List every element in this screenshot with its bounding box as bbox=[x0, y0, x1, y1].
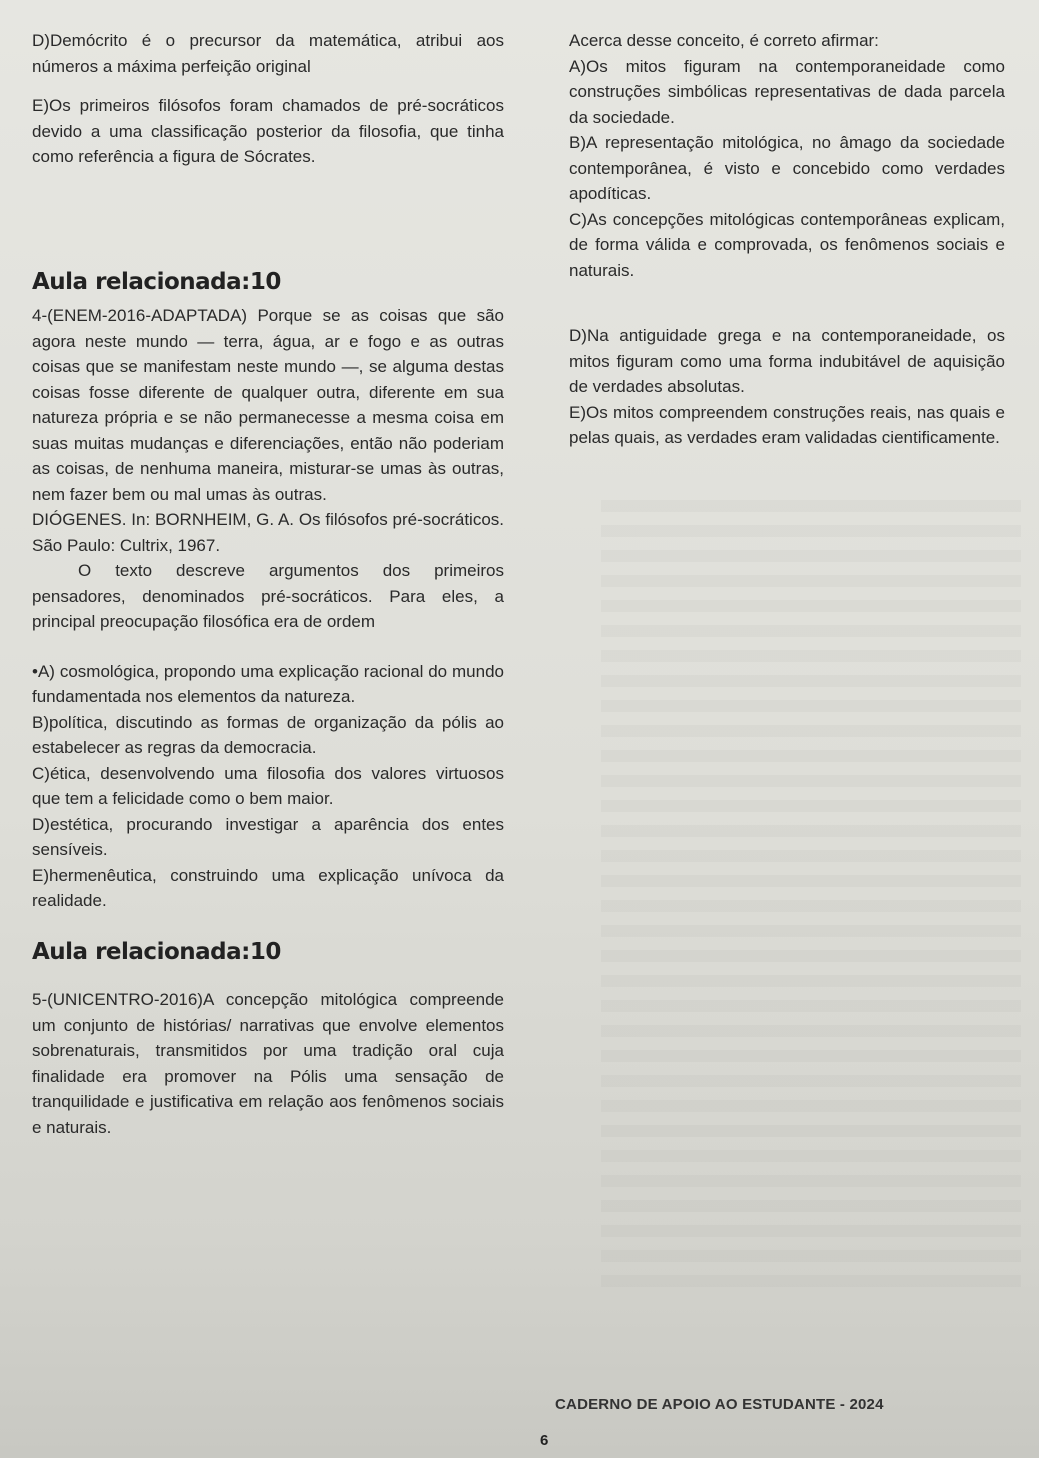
question3-option-e: E)Os primeiros filósofos foram chamados de pré-socráticos devido a uma classificação posterior da filosofia, que tinha como referência a figura de Sócrates. bbox=[32, 96, 504, 166]
footer-label: CADERNO DE APOIO AO ESTUDANTE - 2024 bbox=[555, 1396, 884, 1413]
left-column bbox=[32, 28, 504, 1140]
question5-stem: 5-(UNICENTRO-2016)A concepção mitológica compreende um conjunto de histórias/ narrativas que envolve elementos sobrenaturais, transmitidos por uma tradição oral cuja finalidade era promover na Pólis uma sensação de tranquilidade e justificativa em relação aos fenômenos sociais e naturais. bbox=[32, 990, 504, 1137]
question4-stem: 4-(ENEM-2016-ADAPTADA) Porque se as coisas que são agora neste mundo — terra, água, ar e fogo e as outras coisas que se manifestam neste mundo —, se alguma destas coisas fosse diferente de qualquer outra, diferente em sua natureza própria e se não permanecesse a mesma coisa em suas muitas mudanças e diferenciações, então não poderiam as coisas, de nenhuma maneira, misturar-se umas às outras, nem fazer bem ou mal umas às outras. bbox=[32, 306, 504, 504]
section-heading-2: Aula relacionada:10 bbox=[32, 938, 281, 965]
show-through-text bbox=[601, 500, 1021, 1300]
question5-option-c: C)As concepções mitológicas contemporâneas explicam, de forma válida e comprovada, os fenômenos sociais e naturais. bbox=[569, 209, 1005, 280]
question4-option-e: E)hermenêutica, construindo uma explicação unívoca da realidade. bbox=[32, 865, 504, 910]
question5-option-b: B)A representação mitológica, no âmago da sociedade contemporânea, é visto e concebido como verdades apodíticas. bbox=[569, 133, 1005, 203]
question4-option-c: C)ética, desenvolvendo uma filosofia dos valores virtuosos que tem a felicidade como o bem maior. bbox=[32, 763, 504, 808]
question5-option-e: E)Os mitos compreendem construções reais, nas quais e pelas quais, as verdades eram validadas cientificamente. bbox=[569, 402, 1005, 447]
question4-option-b: B)política, discutindo as formas de organização da pólis ao estabelecer as regras da democracia. bbox=[32, 712, 504, 757]
question5-option-a: A)Os mitos figuram na contemporaneidade como construções simbólicas representativas de dada parcela da sociedade. bbox=[569, 56, 1005, 127]
question4-option-a: •A) cosmológica, propondo uma explicação racional do mundo fundamentada nos elementos da natureza. bbox=[32, 661, 504, 706]
question4-citation: DIÓGENES. In: BORNHEIM, G. A. Os filósofos pré-socráticos. São Paulo: Cultrix, 1967. bbox=[32, 510, 504, 555]
question5-prompt: Acerca desse conceito, é correto afirmar: bbox=[569, 31, 879, 50]
question4-prompt: O texto descreve argumentos dos primeiros pensadores, denominados pré-socráticos. Para eles, a principal preocupação filosófica era de ordem bbox=[32, 561, 504, 631]
question4-option-d: D)estética, procurando investigar a aparência dos entes sensíveis. bbox=[32, 814, 504, 859]
section-heading-1: Aula relacionada:10 bbox=[32, 268, 281, 295]
question3-option-d: D)Demócrito é o precursor da matemática, atribui aos números a máxima perfeição original bbox=[32, 31, 504, 76]
page-number: 6 bbox=[540, 1432, 549, 1449]
right-column bbox=[569, 28, 1005, 451]
question5-option-d: D)Na antiguidade grega e na contemporaneidade, os mitos figuram como uma forma indubitável de aquisição de verdades absolutas. bbox=[569, 326, 1005, 396]
